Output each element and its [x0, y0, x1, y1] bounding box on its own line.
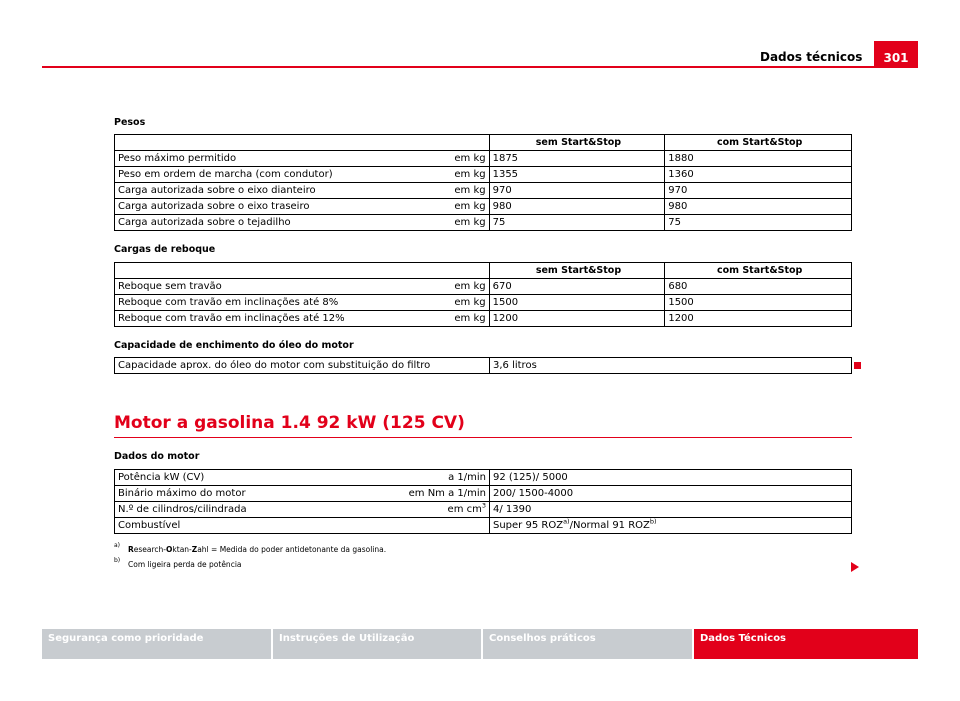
row-unit: em kg — [454, 201, 486, 212]
table-header-row — [115, 263, 852, 279]
table-row — [115, 279, 852, 295]
row-value: 92 (125)/ 5000 — [490, 470, 852, 486]
table-header-com: com Start&Stop — [665, 263, 852, 279]
continue-arrow-icon — [851, 562, 859, 572]
section-title-motor: Dados do motor — [114, 451, 200, 462]
row-unit: em kg — [454, 217, 486, 228]
table-pesos — [114, 134, 852, 231]
row-label: N.º de cilindros/cilindrada — [118, 504, 247, 515]
row-label: Reboque com travão em inclinações até 8% — [118, 297, 339, 308]
table-row — [115, 295, 852, 311]
row-value: 200/ 1500-4000 — [490, 486, 852, 502]
table-row — [115, 215, 852, 231]
row-unit: em kg — [454, 153, 486, 164]
row-label: Carga autorizada sobre o eixo traseiro — [118, 201, 310, 212]
row-unit: a 1/min — [448, 472, 486, 483]
row-label: Reboque sem travão — [118, 281, 222, 292]
row-value-sem: 1500 — [489, 295, 665, 311]
row-label: Potência kW (CV) — [118, 472, 205, 483]
section-title-pesos: Pesos — [114, 117, 146, 128]
table-reboque — [114, 262, 852, 327]
row-value-com: 1880 — [665, 151, 852, 167]
row-label: Peso em ordem de marcha (com condutor) — [118, 169, 333, 180]
row-label: Capacidade aprox. do óleo do motor com substituição do filtro — [115, 358, 490, 374]
table-row — [115, 518, 852, 534]
section-title-reboque: Cargas de reboque — [114, 244, 216, 255]
row-label: Peso máximo permitido — [118, 153, 237, 164]
row-value-sem: 1355 — [489, 167, 665, 183]
row-value-com: 980 — [665, 199, 852, 215]
row-value-com: 970 — [665, 183, 852, 199]
header-rule — [42, 66, 918, 68]
page-number: 301 — [874, 41, 918, 67]
table-row — [115, 183, 852, 199]
row-unit: em kg — [454, 297, 486, 308]
row-label: Carga autorizada sobre o eixo dianteiro — [118, 185, 316, 196]
table-row — [115, 486, 852, 502]
table-header-com: com Start&Stop — [665, 135, 852, 151]
row-label: Binário máximo do motor — [118, 488, 246, 499]
row-value-com: 1360 — [665, 167, 852, 183]
row-value-sem: 980 — [489, 199, 665, 215]
row-value: Super 95 ROZ$^{a)}$/Normal 91 ROZ$^{b)}$ — [490, 518, 852, 534]
end-of-section-marker — [854, 362, 861, 369]
section-title-oleo: Capacidade de enchimento do óleo do motor — [114, 340, 354, 351]
row-unit: em kg — [454, 313, 486, 324]
row-label: Reboque com travão em inclinações até 12% — [118, 313, 345, 324]
row-label: Carga autorizada sobre o tejadilho — [118, 217, 291, 228]
footer-tab-instrucoes[interactable]: Instruções de Utilização — [273, 629, 481, 659]
section-heading-motor: Motor a gasolina 1.4 92 kW (125 CV) — [114, 413, 465, 433]
row-value-com: 680 — [665, 279, 852, 295]
table-row — [115, 502, 852, 518]
row-value-sem: 670 — [489, 279, 665, 295]
row-value-sem: 75 — [489, 215, 665, 231]
row-unit: em kg — [454, 281, 486, 292]
footer-tab-seguranca[interactable]: Segurança como prioridade — [42, 629, 271, 659]
table-header-empty — [115, 263, 490, 279]
table-header-empty — [115, 135, 490, 151]
row-value: 4/ 1390 — [490, 502, 852, 518]
table-oleo — [114, 357, 852, 374]
row-value-sem: 1200 — [489, 311, 665, 327]
table-row — [115, 311, 852, 327]
row-value-sem: 970 — [489, 183, 665, 199]
table-row — [115, 167, 852, 183]
row-value: 3,6 litros — [490, 358, 852, 374]
footer-tab-dados-tecnicos[interactable]: Dados Técnicos — [694, 629, 918, 659]
row-label: Combustível — [115, 518, 490, 534]
table-header-sem: sem Start&Stop — [489, 263, 665, 279]
page-header-title: Dados técnicos — [760, 50, 863, 64]
row-unit: em kg — [454, 169, 486, 180]
table-header-row — [115, 135, 852, 151]
table-motor — [114, 469, 852, 534]
row-unit: em kg — [454, 185, 486, 196]
table-row — [115, 151, 852, 167]
footer-tab-conselhos[interactable]: Conselhos práticos — [483, 629, 692, 659]
row-value-com: 1200 — [665, 311, 852, 327]
row-unit: em $cm^3$ — [447, 501, 486, 515]
heading-rule — [114, 437, 852, 438]
table-row — [115, 358, 852, 374]
row-value-sem: 1875 — [489, 151, 665, 167]
row-value-com: 1500 — [665, 295, 852, 311]
table-row — [115, 470, 852, 486]
table-header-sem: sem Start&Stop — [489, 135, 665, 151]
row-value-com: 75 — [665, 215, 852, 231]
row-unit: em Nm a 1/min — [408, 488, 486, 499]
table-row — [115, 199, 852, 215]
